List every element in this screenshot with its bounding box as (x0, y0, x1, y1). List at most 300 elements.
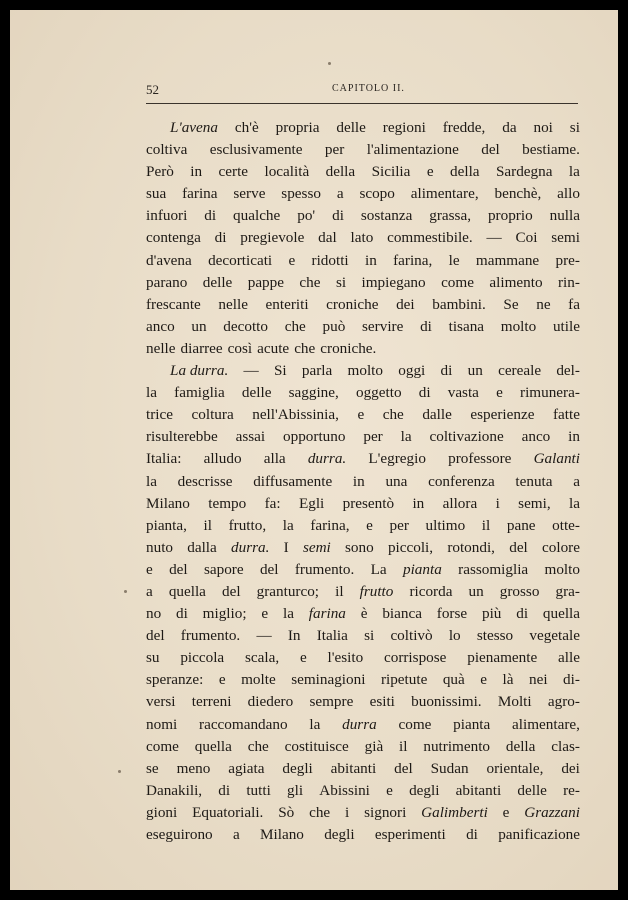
word: allo (557, 185, 580, 203)
word: servire (362, 317, 404, 335)
word: frumento. (294, 560, 355, 578)
text-line (146, 338, 580, 360)
word: di (516, 605, 529, 623)
word: decorticati (208, 251, 273, 269)
word: abitanti (455, 781, 502, 799)
word: di (440, 362, 453, 380)
word: per (363, 428, 383, 446)
word: oggetto (355, 384, 402, 402)
word: trice (146, 406, 173, 424)
word: La (370, 560, 387, 578)
word: di (420, 317, 432, 335)
word: la (309, 715, 321, 733)
word: scala, (245, 649, 280, 667)
word: una (385, 472, 408, 490)
word: scopo (359, 185, 395, 203)
word: rin- (557, 273, 580, 291)
text-line (146, 691, 580, 713)
word: frutto, (228, 516, 267, 534)
word: il (335, 582, 344, 600)
word: alimentare, (512, 715, 580, 733)
word: Danakili, (146, 781, 203, 799)
word: e (426, 163, 434, 181)
word: stesso (476, 627, 514, 645)
word: come (398, 715, 432, 733)
paper-speck (124, 590, 127, 593)
word: alle (558, 649, 580, 667)
word: raccomandano (199, 715, 288, 733)
word: decotto (223, 317, 268, 335)
word: anco (146, 317, 175, 335)
italic-word: durra (342, 715, 377, 733)
word: sempre (309, 693, 354, 711)
word: la (400, 428, 412, 446)
word: Abissini (319, 781, 370, 799)
word: impiegano (361, 273, 426, 291)
word: coltiva (146, 141, 188, 159)
text-line (146, 316, 580, 338)
word: la (146, 472, 157, 490)
word: infuori (146, 207, 188, 225)
word: allora (442, 494, 478, 512)
word: si (569, 119, 580, 136)
word: piccola (180, 649, 225, 667)
word: le (448, 251, 460, 269)
text-line (146, 294, 580, 316)
word: semi, (518, 494, 551, 512)
word: e (288, 251, 296, 269)
text-line (146, 117, 580, 139)
italic-word: semi (302, 538, 331, 556)
word: assai (235, 428, 266, 446)
word: dal (318, 229, 337, 247)
word: corrispose (383, 649, 447, 667)
word: eseguirono (146, 826, 213, 843)
word: esclusivamente (209, 141, 303, 159)
word: nutrimento (423, 737, 491, 755)
word: croniche (326, 295, 379, 313)
word: alimentare, (410, 185, 479, 203)
word: dalle (422, 406, 452, 424)
book-page (10, 10, 618, 890)
word: regioni (382, 119, 426, 136)
word: esperienze (470, 406, 535, 424)
word: Sardegna (495, 163, 553, 181)
word: di (214, 229, 227, 247)
word: croniche. (320, 339, 377, 357)
text-line (146, 581, 580, 603)
word: un (468, 582, 484, 600)
word: proprio (487, 207, 533, 225)
word: meno (176, 759, 211, 777)
text-line (146, 802, 580, 824)
word: nomi (146, 715, 178, 733)
word: Coi (515, 229, 538, 247)
word: famiglia (174, 384, 225, 402)
text-line (146, 493, 580, 515)
word: agro- (547, 693, 580, 711)
word: alimento (489, 273, 543, 291)
word: farina, (393, 251, 433, 269)
word: di (418, 384, 431, 402)
word: di (466, 826, 478, 843)
word: fatte (553, 406, 580, 424)
word: della (325, 163, 356, 181)
word: I (283, 538, 289, 556)
word: po' (297, 207, 316, 225)
word: utile (552, 317, 580, 335)
text-line (146, 161, 580, 183)
word: agiata (228, 759, 265, 777)
word: del (481, 141, 500, 159)
word: grosso (499, 582, 540, 600)
word: cereale (498, 362, 542, 380)
page-number: 52 (146, 82, 159, 97)
word: la (282, 605, 294, 623)
word: i (495, 494, 500, 512)
word: coltivazione (429, 428, 504, 446)
text-line (146, 625, 580, 647)
word: esiti (369, 693, 395, 711)
word: frumento. (180, 627, 241, 645)
word: si (364, 627, 375, 645)
word: bambini. (432, 295, 486, 313)
word: pappe (247, 273, 284, 291)
text-line (146, 426, 580, 448)
word: molte (241, 671, 276, 689)
word: bianca (382, 605, 422, 623)
word: no (146, 605, 162, 623)
word: tutti (246, 781, 271, 799)
word: parla (301, 362, 333, 380)
text-line (146, 537, 580, 559)
word: abitanti (330, 759, 377, 777)
word: farina, (310, 516, 350, 534)
word: noi (533, 119, 553, 136)
word: dei (561, 759, 580, 777)
word: clas- (551, 737, 580, 755)
word: più (481, 605, 502, 623)
word: e (386, 781, 393, 799)
word: Se (503, 295, 519, 313)
text-line (146, 736, 580, 758)
word: dalla (187, 538, 217, 556)
word: del (394, 759, 413, 777)
word: qualche (233, 207, 281, 225)
word: gli (287, 781, 304, 799)
word: in (412, 494, 425, 512)
word: del (221, 582, 241, 600)
word: ne (536, 295, 551, 313)
text-line (146, 272, 580, 294)
word: del (169, 560, 188, 578)
word: che (294, 339, 316, 357)
text-line (146, 824, 580, 846)
word: commestibile. (387, 229, 473, 247)
word: diffusamente (253, 472, 333, 490)
text-line (146, 205, 580, 227)
word: nell'Abissinia, (252, 406, 339, 424)
word: può (322, 317, 346, 335)
word: di (218, 781, 231, 799)
word: gra- (555, 582, 580, 600)
word: signori (364, 803, 407, 821)
word: per (389, 516, 409, 534)
word: su (146, 649, 160, 667)
word: Milano (260, 826, 304, 843)
word: che (309, 803, 331, 821)
word: re- (563, 781, 580, 799)
word: Italia: (146, 450, 182, 468)
word: coltivò (390, 627, 433, 645)
word: propria (275, 119, 320, 136)
word: delle (517, 781, 547, 799)
paper-speck (118, 770, 121, 773)
word: di- (563, 671, 580, 689)
word: così (227, 339, 253, 357)
word: versi (146, 693, 176, 711)
word: che (382, 406, 404, 424)
word: che (284, 317, 306, 335)
text-line (146, 139, 580, 161)
word: tisana (448, 317, 485, 335)
text-line (146, 669, 580, 691)
word: della (505, 737, 536, 755)
word: e (261, 605, 269, 623)
word: da (502, 119, 517, 136)
word: pienamente (467, 649, 538, 667)
word: sostanza (360, 207, 413, 225)
word: tempo (208, 494, 247, 512)
word: del- (556, 362, 580, 380)
word: gioni (146, 803, 178, 821)
word: delle (202, 273, 233, 291)
word: orientale, (486, 759, 544, 777)
text-line (146, 250, 580, 272)
word: i (345, 803, 350, 821)
text-line (146, 448, 580, 470)
word: la (568, 163, 580, 181)
word: a (336, 185, 344, 203)
italic-word: durra. (231, 538, 270, 556)
word: a (232, 826, 240, 843)
word: la (282, 516, 294, 534)
word: nulla (549, 207, 580, 225)
word: In (287, 627, 301, 645)
word: località (264, 163, 310, 181)
word: l'esito (327, 649, 364, 667)
word: molto (544, 560, 580, 578)
word: e (502, 803, 510, 821)
word: Equatoriali. (192, 803, 264, 821)
text-line (146, 515, 580, 537)
word: che (247, 737, 269, 755)
word: degli (282, 759, 313, 777)
word: degli (324, 826, 355, 843)
word: diarree (180, 339, 223, 357)
word: pianta (453, 715, 491, 733)
word: spesso (281, 185, 321, 203)
word: conferenza (428, 472, 495, 490)
word: Sicilia (371, 163, 411, 181)
word: quella (168, 582, 206, 600)
word: professore (448, 450, 512, 468)
word: pre- (555, 251, 580, 269)
word: vegetale (529, 627, 580, 645)
word: e (357, 406, 365, 424)
word: la (569, 494, 580, 512)
word: ridotti (311, 251, 349, 269)
word: di (176, 605, 188, 623)
italic-word: L'avena (170, 119, 218, 136)
italic-word: Grazzani (524, 803, 580, 821)
word: ch'è (234, 119, 259, 136)
word: miglio; (202, 605, 247, 623)
word: e (496, 384, 503, 402)
word: lo (448, 627, 461, 645)
word: forse (436, 605, 468, 623)
word: otte- (552, 516, 580, 534)
text-line (146, 603, 580, 625)
running-header (146, 80, 578, 102)
word: diedero (247, 693, 294, 711)
word: rotondi, (447, 538, 495, 556)
word: là (502, 671, 514, 689)
word: risulterebbe (146, 428, 218, 446)
word: panificazione (498, 826, 580, 843)
word: si (335, 273, 347, 291)
word: se (146, 759, 159, 777)
word: anco (521, 428, 551, 446)
word: piccoli, (387, 538, 434, 556)
word: in (364, 251, 377, 269)
italic-word: durra. (307, 450, 347, 468)
word: tenuta (515, 472, 553, 490)
word: nelle (146, 339, 176, 357)
word: dei (396, 295, 415, 313)
word: vasta (447, 384, 479, 402)
word: nelle (218, 295, 248, 313)
word: presentò (342, 494, 395, 512)
text-line (146, 714, 580, 736)
word: quella (194, 737, 232, 755)
word: acute (257, 339, 290, 357)
word: del (509, 538, 528, 556)
word: d'avena (146, 251, 192, 269)
word: un (191, 317, 207, 335)
word: fa (568, 295, 580, 313)
word: — (243, 362, 259, 380)
word: molto (500, 317, 537, 335)
word: sua (146, 185, 167, 203)
italic-word: La durra. (170, 362, 229, 380)
word: Egli (298, 494, 325, 512)
word: del (259, 560, 279, 578)
word: — (486, 229, 502, 247)
text-line (146, 559, 580, 581)
word: in (568, 428, 580, 446)
paper-speck (328, 62, 331, 65)
word: in (190, 163, 203, 181)
text-line (146, 404, 580, 426)
chapter-title: CAPITOLO II. (332, 83, 405, 94)
word: oggi (398, 362, 426, 380)
word: Molti (497, 693, 532, 711)
text-line (146, 227, 580, 249)
word: semi (551, 229, 580, 247)
word: e (146, 560, 153, 578)
word: grassa, (429, 207, 472, 225)
italic-word: farina (308, 605, 346, 623)
word: bestiame. (522, 141, 580, 159)
word: certe (218, 163, 249, 181)
word: esperimenti (374, 826, 446, 843)
word: farina (182, 185, 218, 203)
word: il (399, 737, 408, 755)
word: sapore (203, 560, 244, 578)
word: quà (442, 671, 465, 689)
body-text (146, 117, 580, 846)
word: pianta, (146, 516, 187, 534)
word: saggine, (288, 384, 339, 402)
word: colore (542, 538, 580, 556)
word: nei (528, 671, 548, 689)
word: come (441, 273, 474, 291)
italic-word: pianta (402, 560, 442, 578)
word: il (481, 516, 491, 534)
word: e (366, 516, 373, 534)
text-line (146, 647, 580, 669)
word: Sò (278, 803, 295, 821)
word: nuto (146, 538, 174, 556)
word: parano (146, 273, 188, 291)
word: Si (273, 362, 287, 380)
word: l'alimentazione (366, 141, 459, 159)
word: pane (506, 516, 536, 534)
word: a (573, 472, 580, 490)
word: coltura (191, 406, 234, 424)
word: serve (233, 185, 266, 203)
word: a (146, 582, 153, 600)
word: Italia (316, 627, 348, 645)
word: terreni (191, 693, 232, 711)
text-line (146, 382, 580, 404)
word: lato (350, 229, 374, 247)
word: alludo (203, 450, 242, 468)
word: già (364, 737, 384, 755)
text-line (146, 360, 580, 382)
italic-word: frutto (359, 582, 394, 600)
word: opportuno (283, 428, 346, 446)
word: del (146, 627, 165, 645)
word: mammane (475, 251, 540, 269)
word: delle (241, 384, 272, 402)
word: e (299, 649, 307, 667)
word: speranze: (146, 671, 204, 689)
text-line (146, 758, 580, 780)
word: descrisse (177, 472, 233, 490)
italic-word: Galimberti (421, 803, 488, 821)
word: rassomiglia (458, 560, 529, 578)
word: il (203, 516, 212, 534)
word: Sudan (430, 759, 469, 777)
word: sono (345, 538, 374, 556)
word: enteriti (265, 295, 309, 313)
word: pregievole (240, 229, 305, 247)
word: frescante (146, 295, 201, 313)
word: L'egregio (368, 450, 426, 468)
word: ripetute (380, 671, 428, 689)
